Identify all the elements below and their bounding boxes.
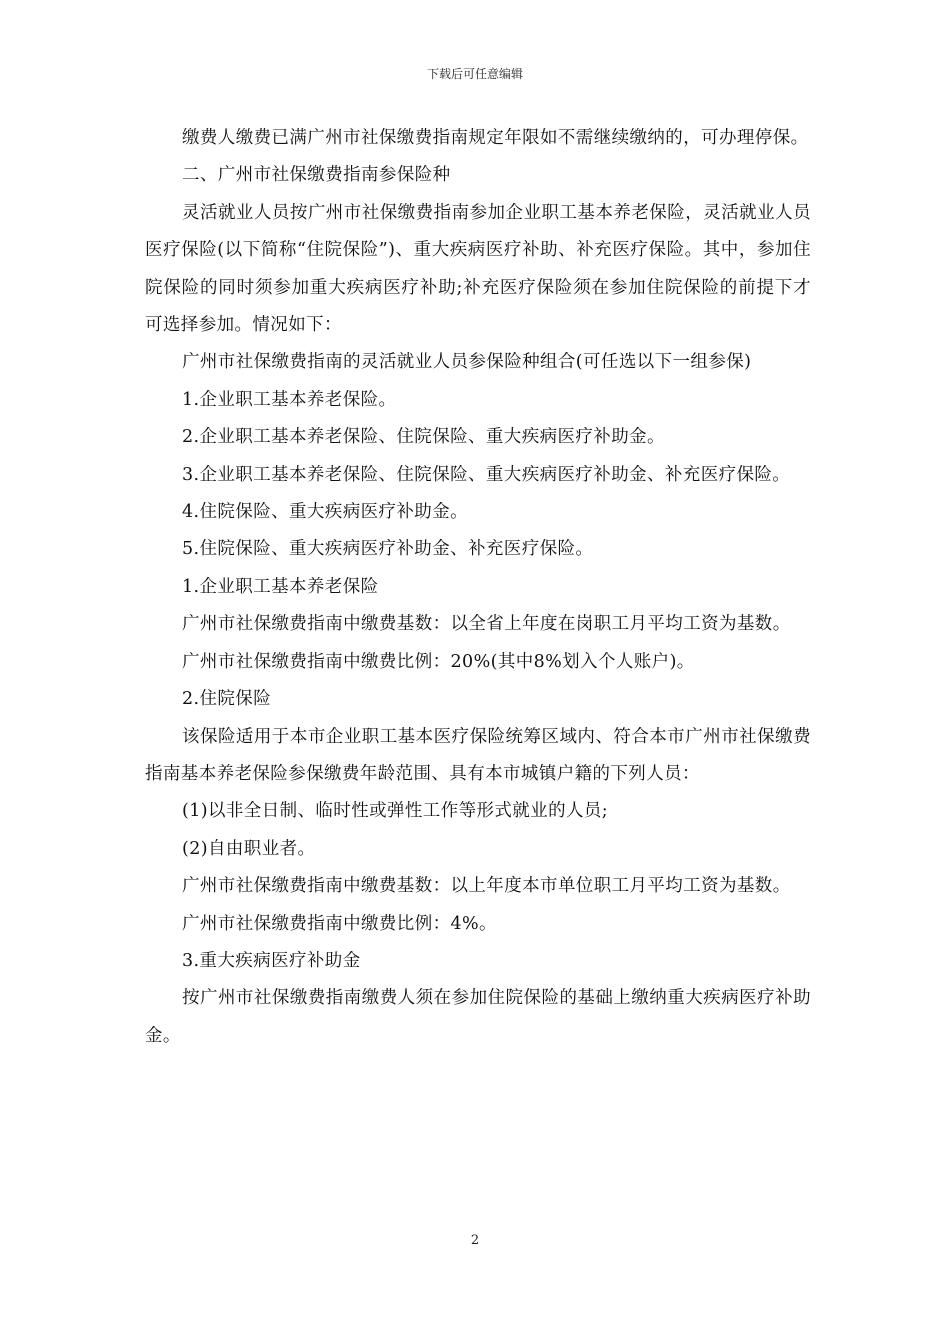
list-item: 2.企业职工基本养老保险、住院保险、重大疾病医疗补助金。 xyxy=(182,427,665,448)
page-number: 2 xyxy=(470,1233,480,1248)
paragraph: 该保险适用于本市企业职工基本医疗保险统筹区域内、符合本市广州市社保缴费指南基本养老保险参保缴费年龄范围、具有本市城镇户籍的下列人员： xyxy=(145,726,811,784)
list-item: 3.企业职工基本养老保险、住院保险、重大疾病医疗补助金、补充医疗保险。 xyxy=(182,464,791,485)
subsection-heading: 1.企业职工基本养老保险 xyxy=(182,576,379,597)
paragraph: 灵活就业人员按广州市社保缴费指南参加企业职工基本养老保险，灵活就业人员医疗保险(以下简称“住院保险”)、重大疾病医疗补助、补充医疗保险。其中，参加住院保险的同时须参加重大疾病医疗补助;补充医疗保险须在参加住院保险的前提下才可选择参加。情况如下： xyxy=(145,202,811,336)
subsection-heading: 2.住院保险 xyxy=(182,689,272,710)
paragraph: 广州市社保缴费指南中缴费比例：4%。 xyxy=(182,913,497,934)
paragraph: 缴费人缴费已满广州市社保缴费指南规定年限如不需继续缴纳的，可办理停保。 xyxy=(182,128,809,148)
document-body xyxy=(145,120,811,1055)
paragraph: 广州市社保缴费指南中缴费基数：以全省上年度在岗职工月平均工资为基数。 xyxy=(182,614,791,635)
paragraph: 按广州市社保缴费指南缴费人须在参加住院保险的基础上缴纳重大疾病医疗补助金。 xyxy=(145,988,811,1046)
list-item: 5.住院保险、重大疾病医疗补助金、补充医疗保险。 xyxy=(182,539,594,560)
paragraph: 广州市社保缴费指南的灵活就业人员参保险种组合(可任选以下一组参保) xyxy=(182,352,752,373)
list-item: (2)自由职业者。 xyxy=(182,838,316,859)
page-header: 下载后可任意编辑 xyxy=(426,67,523,81)
paragraph: 广州市社保缴费指南中缴费比例：20%(其中8%划入个人账户)。 xyxy=(182,651,695,672)
list-item: 4.住院保险、重大疾病医疗补助金。 xyxy=(182,502,468,523)
list-item: (1)以非全日制、临时性或弹性工作等形式就业的人员; xyxy=(182,801,609,822)
paragraph: 广州市社保缴费指南中缴费基数：以上年度本市单位职工月平均工资为基数。 xyxy=(182,876,791,897)
list-item: 1.企业职工基本养老保险。 xyxy=(182,389,397,410)
section-heading: 二、广州市社保缴费指南参保险种 xyxy=(182,165,451,186)
subsection-heading: 3.重大疾病医疗补助金 xyxy=(182,950,361,971)
